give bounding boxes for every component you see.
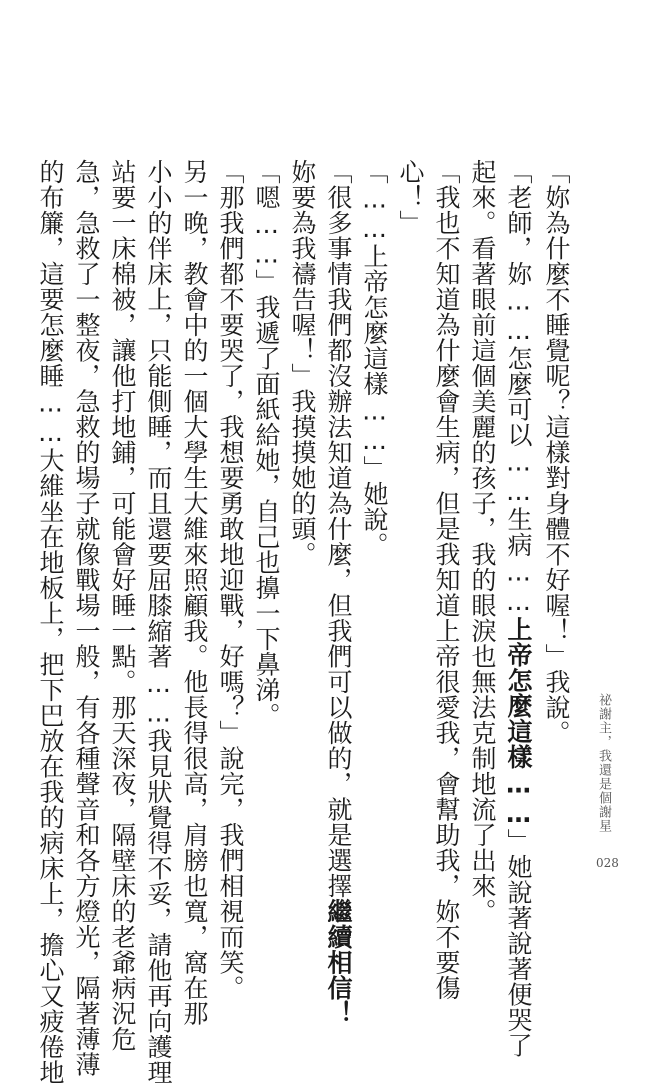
column-2-part-a: 「老師，妳……怎麼可以……生病…… <box>504 159 533 617</box>
text-column-10: 「那我們都不要哭了，我想要勇敢地迎戰，好嗎？」說完，我們相視而笑。 <box>216 159 245 1001</box>
text-column-7 <box>320 159 356 1026</box>
column-2-emphasis: 上帝怎麼這樣…… <box>504 616 533 829</box>
text-column-12: 小小的伴床上，只能側睡，而且還要屈膝縮著……我見狀覺得不妥，請他再向護理 <box>144 159 173 1085</box>
column-2-part-c: 」她說著說著便哭了 <box>504 828 533 1058</box>
page-number: 028 <box>596 856 619 870</box>
text-column-8: 妳要為我禱告喔！」我摸摸她的頭。 <box>288 159 317 567</box>
text-column-2 <box>500 159 536 1058</box>
text-column-11: 另一晚，教會中的一個大學生大維來照顧我。他長得很高，肩膀也寬，窩在那 <box>180 159 209 1026</box>
column-7-part-a: 「很多事情我們都沒辦法知道為什麼，但我們可以做的，就是選擇 <box>324 159 353 899</box>
text-column-14: 急，急救了一整夜，急救的場子就像戰場一般，有各種聲音和各方燈光，隔著薄薄 <box>72 159 101 1077</box>
text-column-4: 「我也不知道為什麼會生病，但是我知道上帝很愛我，會幫助我，妳不要傷 <box>432 159 461 1001</box>
text-column-3: 起來。看著眼前這個美麗的孩子，我的眼淚也無法克制地流了出來。 <box>468 159 497 924</box>
text-column-1: 「妳為什麼不睡覺呢？這樣對身體不好喔！」我說。 <box>542 159 571 746</box>
text-column-6: 「……上帝怎麼這樣……」她說。 <box>360 159 389 558</box>
text-column-5: 心！」 <box>396 159 425 236</box>
text-column-13: 站要一床棉被，讓他打地鋪，可能會好睡一點。那天深夜，隔壁床的老爺病況危 <box>108 159 137 1052</box>
text-column-9: 「嗯……」我遞了面紙給她，自己也擤一下鼻涕。 <box>252 159 281 728</box>
column-7-emphasis: 繼續相信！ <box>324 898 353 1026</box>
text-column-15: 的布簾，這要怎麼睡……大維坐在地板上，把下巴放在我的病床上，擔心又疲倦地 <box>36 159 65 1085</box>
running-title: 祕謝主，我還是個謝星 <box>596 693 611 833</box>
